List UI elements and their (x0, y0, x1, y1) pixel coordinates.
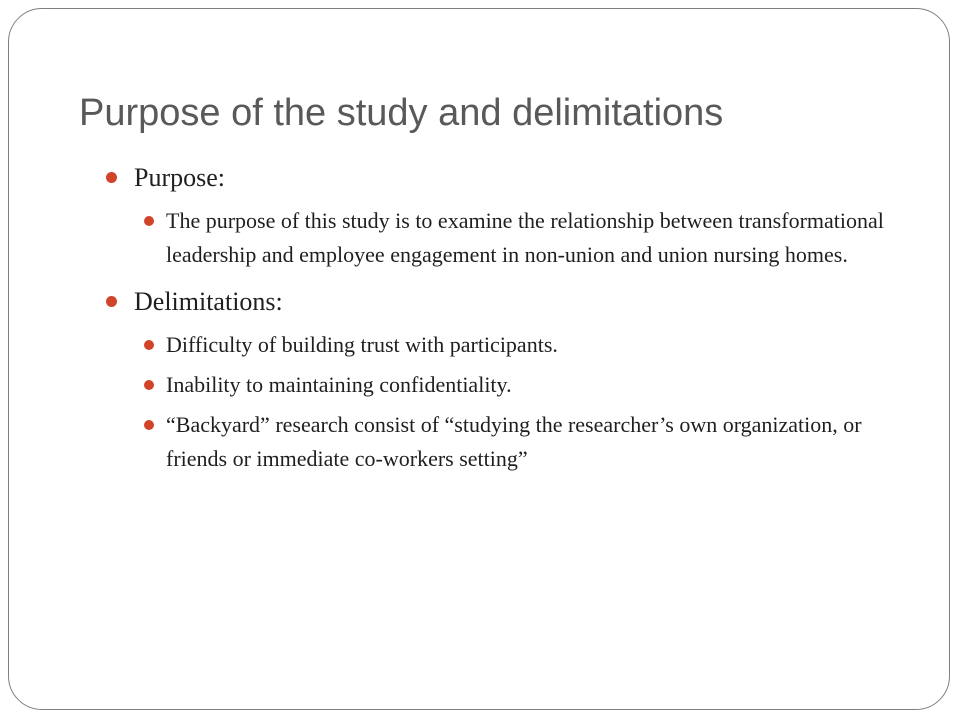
bullet-icon (144, 216, 154, 226)
bullet-icon (106, 296, 117, 307)
slide-body (104, 160, 924, 488)
list-item (144, 368, 924, 402)
list-item-text: Difficulty of building trust with participants. (166, 332, 558, 357)
list-item (144, 408, 924, 476)
delimitations-list (144, 328, 924, 476)
bullet-icon (144, 420, 154, 430)
section-heading-purpose (104, 160, 924, 196)
list-item-text: “Backyard” research consist of “studying the researcher’s own organization, or friends or immediate co-workers setting” (166, 412, 862, 471)
bullet-icon (106, 172, 117, 183)
purpose-list (144, 204, 924, 272)
section-heading-label: Delimitations: (134, 287, 283, 316)
list-item-text: Inability to maintaining confidentiality. (166, 372, 512, 397)
list-item (144, 328, 924, 362)
list-item (144, 204, 924, 272)
section-heading-label: Purpose: (134, 163, 225, 192)
bullet-icon (144, 340, 154, 350)
bullet-icon (144, 380, 154, 390)
section-heading-delimitations (104, 284, 924, 320)
slide-title: Purpose of the study and delimitations (79, 92, 724, 134)
list-item-text: The purpose of this study is to examine the relationship between transformational leadership and employee engagement in non-union and union nursing homes. (166, 208, 884, 267)
